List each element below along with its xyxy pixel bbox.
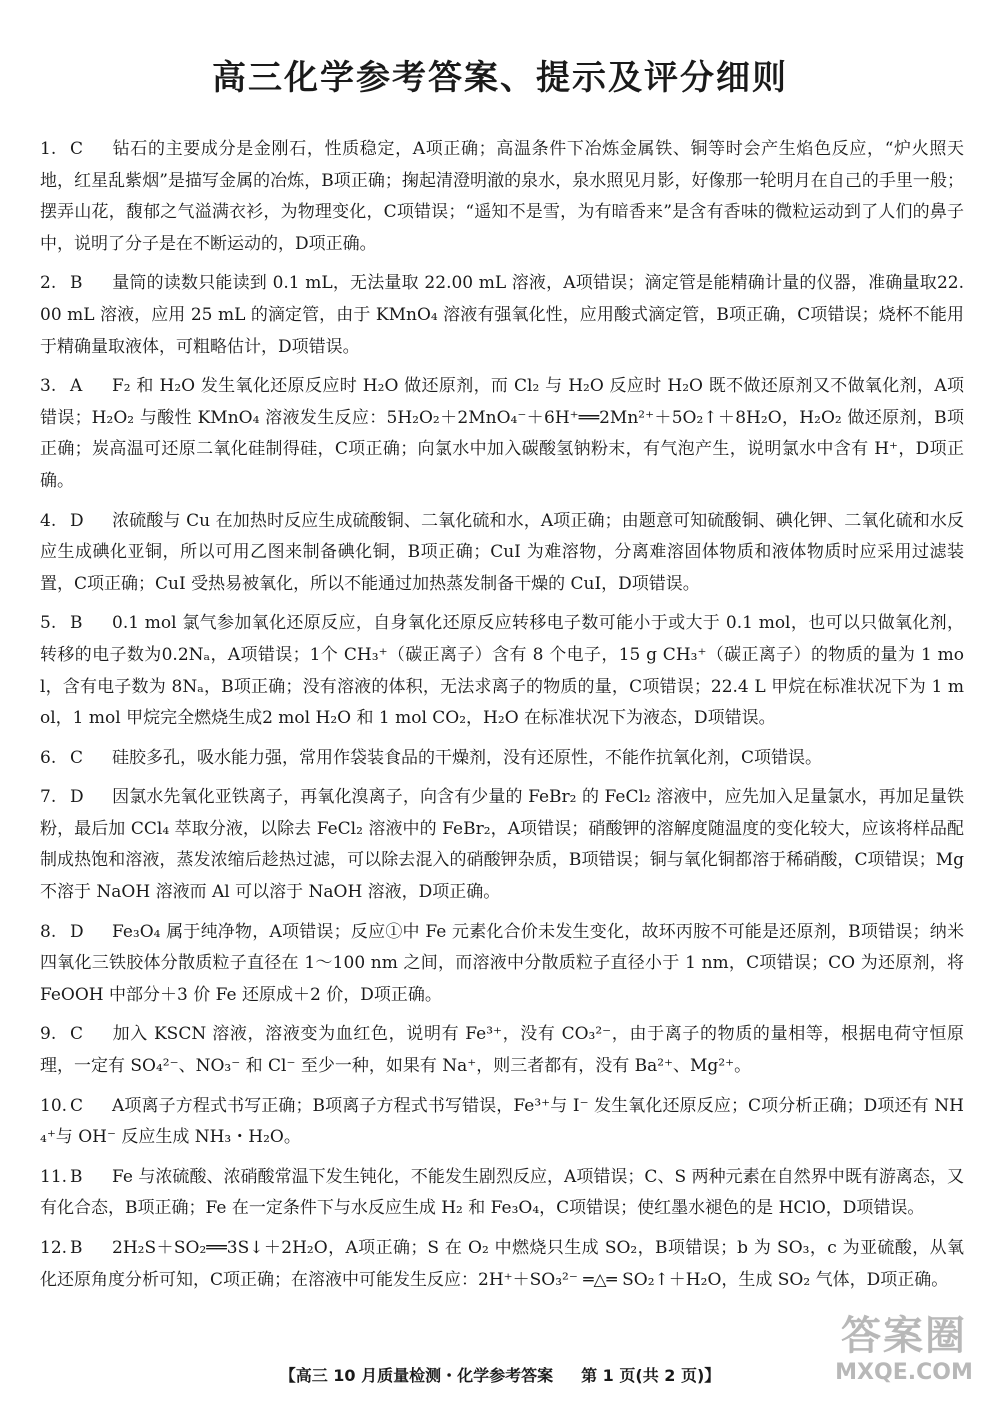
question-number: 8.: [40, 921, 57, 942]
explanation-text: 0.1 mol 氯气参加氧化还原反应，自身氧化还原反应转移电子数可能小于或大于 0.1 mol，也可以只做氧化剂，转移的电子数为0.2Nₐ，A项错误；1个 CH₃⁺（碳正离子）含有 8 个电子，15 g CH₃⁺（碳正离子）的物质的量为 1 mol，含有电子数为 8Nₐ，B项正确；没有溶液的体积，无法求离子的物质的量，C项错误；22.4 L 甲烷在标准状况下为 1 mol，1 mol 甲烷完全燃烧生成2 mol H₂O 和 1 mol CO₂，H₂O 在标准状况下为液态，D项错误。: [40, 613, 964, 729]
question-number: 5.: [40, 613, 57, 634]
footer-page-number: 第 1 页(共 2 页)】: [581, 1366, 721, 1385]
answer-choice: C: [70, 139, 84, 159]
answer-choice: D: [70, 787, 84, 808]
answer-item: [40, 608, 964, 734]
answer-choice: D: [70, 921, 84, 942]
explanation-text: 加入 KSCN 溶液，溶液变为血红色，说明有 Fe³⁺，没有 CO₃²⁻，由于离子的物质的量相等，根据电荷守恒原理，一定有 SO₄²⁻、NO₃⁻ 和 Cl⁻ 至少一种，如果有 Na⁺，则三者都有，没有 Ba²⁺、Mg²⁺。: [40, 1024, 964, 1077]
explanation-text: A项离子方程式书写正确；B项离子方程式书写错误，Fe³⁺与 I⁻ 发生氧化还原反应；C项分析正确；D项还有 NH₄⁺与 OH⁻ 反应生成 NH₃・H₂O。: [40, 1095, 964, 1148]
question-number: 1.: [40, 139, 57, 159]
answer-item: [40, 134, 964, 260]
answer-choice: C: [70, 747, 84, 768]
answer-item: [40, 371, 964, 497]
explanation-text: 量筒的读数只能读到 0.1 mL，无法量取 22.00 mL 溶液，A项错误；滴定管是能精确计量的仪器，准确量取22.00 mL 溶液，应用 25 mL 的滴定管，由于 KMnO₄ 溶液有强氧化性，应用酸式滴定管，B项正确，C项错误；烧杯不能用于精确量取液体，可粗略估计，D项错误。: [40, 273, 964, 357]
question-number: 10.: [40, 1095, 68, 1116]
answer-choice: B: [70, 1166, 83, 1187]
answer-choice: D: [70, 510, 84, 531]
question-number: 3.: [40, 376, 57, 397]
explanation-text: 2H₂S＋SO₂══3S↓＋2H₂O，A项正确；S 在 O₂ 中燃烧只生成 SO₂，B项错误；b 为 SO₃，c 为亚硫酸，从氧化还原角度分析可知，C项正确；在溶液中可能发生反应：2H⁺＋SO₃²⁻ ═△═ SO₂↑＋H₂O，生成 SO₂ 气体，D项正确。: [40, 1238, 964, 1290]
page-footer: [0, 1363, 1000, 1386]
question-number: 4.: [40, 510, 57, 531]
answer-choice: B: [70, 273, 83, 294]
answer-item: [40, 1233, 964, 1296]
question-number: 11.: [40, 1166, 68, 1187]
question-number: 9.: [40, 1024, 57, 1045]
explanation-text: 浓硫酸与 Cu 在加热时反应生成硫酸铜、二氧化硫和水，A项正确；由题意可知硫酸铜、碘化钾、二氧化硫和水反应生成碘化亚铜，所以可用乙图来制备碘化铜，B项正确；CuI 为难溶物，分离难溶固体物质和液体物质时应采用过滤装置，C项正确；CuI 受热易被氧化，所以不能通过加热蒸发制备干燥的 CuI，D项错误。: [40, 510, 964, 594]
answer-list: [40, 134, 964, 1304]
footer-exam-title: 【高三 10 月质量检测・化学参考答案: [279, 1366, 554, 1385]
answer-item: [40, 743, 964, 775]
answer-item: [40, 782, 964, 908]
answer-choice: C: [70, 1095, 84, 1116]
question-number: 2.: [40, 273, 57, 294]
explanation-text: 因氯水先氧化亚铁离子，再氧化溴离子，向含有少量的 FeBr₂ 的 FeCl₂ 溶液中，应先加入足量氯水，再加足量铁粉，最后加 CCl₄ 萃取分液，以除去 FeCl₂ 溶液中的 FeBr₂，A项错误；硝酸钾的溶解度随温度的变化较大，应该将样品配制成热饱和溶液，蒸发浓缩后趁热过滤，可以除去混入的硝酸钾杂质，B项错误；铜与氧化铜都溶于稀硝酸，C项错误；Mg 不溶于 NaOH 溶液而 Al 可以溶于 NaOH 溶液，D项正确。: [40, 787, 964, 903]
answer-choice: C: [70, 1024, 84, 1045]
answer-choice: B: [70, 613, 83, 634]
explanation-text: 硅胶多孔，吸水能力强，常用作袋装食品的干燥剂，没有还原性，不能作抗氧化剂，C项错误。: [112, 747, 823, 768]
page-title: 高三化学参考答案、提示及评分细则: [212, 58, 788, 98]
question-number: 6.: [40, 747, 57, 768]
stamp-site-text: MXQE.COM: [835, 1360, 973, 1385]
answer-item: [40, 1091, 964, 1154]
answer-item: [40, 506, 964, 601]
answer-choice: B: [70, 1238, 83, 1258]
question-number: 12.: [40, 1238, 68, 1258]
answer-choice: A: [70, 376, 83, 397]
answer-item: [40, 268, 964, 363]
answer-item: [40, 1019, 964, 1082]
stamp-main-text: 答案圈: [841, 1313, 967, 1359]
answer-item: [40, 1162, 964, 1225]
explanation-text: Fe₃O₄ 属于纯净物，A项错误；反应①中 Fe 元素化合价未发生变化，故环丙胺不可能是还原剂，B项错误；纳米四氧化三铁胶体分散质粒子直径在 1～100 nm 之间，而溶液中分散质粒子直径小于 1 nm，C项错误；CO 为还原剂，将 FeOOH 中部分＋3 价 Fe 还原成＋2 价，D项正确。: [40, 921, 964, 1005]
question-number: 7.: [40, 787, 57, 808]
answer-item: [40, 917, 964, 1012]
explanation-text: F₂ 和 H₂O 发生氧化还原反应时 H₂O 做还原剂，而 Cl₂ 与 H₂O 反应时 H₂O 既不做还原剂又不做氧化剂，A项错误；H₂O₂ 与酸性 KMnO₄ 溶液发生反应：5H₂O₂＋2MnO₄⁻＋6H⁺══2Mn²⁺＋5O₂↑＋8H₂O，H₂O₂ 做还原剂，B项正确；炭高温可还原二氧化硅制得硅，C项正确；向氯水中加入碳酸氢钠粉末，有气泡产生，说明氯水中含有 H⁺，D项正确。: [40, 376, 964, 491]
explanation-text: Fe 与浓硫酸、浓硝酸常温下发生钝化，不能发生剧烈反应，A项错误；C、S 两种元素在自然界中既有游离态，又有化合态，B项正确；Fe 在一定条件下与水反应生成 H₂ 和 Fe₃O₄，C项错误；使红墨水褪色的是 HClO，D项错误。: [40, 1166, 964, 1219]
explanation-text: 钻石的主要成分是金刚石，性质稳定，A项正确；高温条件下冶炼金属铁、铜等时会产生焰色反应，“炉火照天地，红星乱紫烟”是描写金属的冶炼，B项正确；掬起清澄明澈的泉水，泉水照见月影，好像那一轮明月在自己的手里一般；摆弄山花，馥郁之气溢满衣衫，为物理变化，C项错误；“遥知不是雪，为有暗香来”是含有香味的微粒运动到了人们的鼻子中，说明了分子是在不断运动的，D项正确。: [40, 139, 964, 254]
